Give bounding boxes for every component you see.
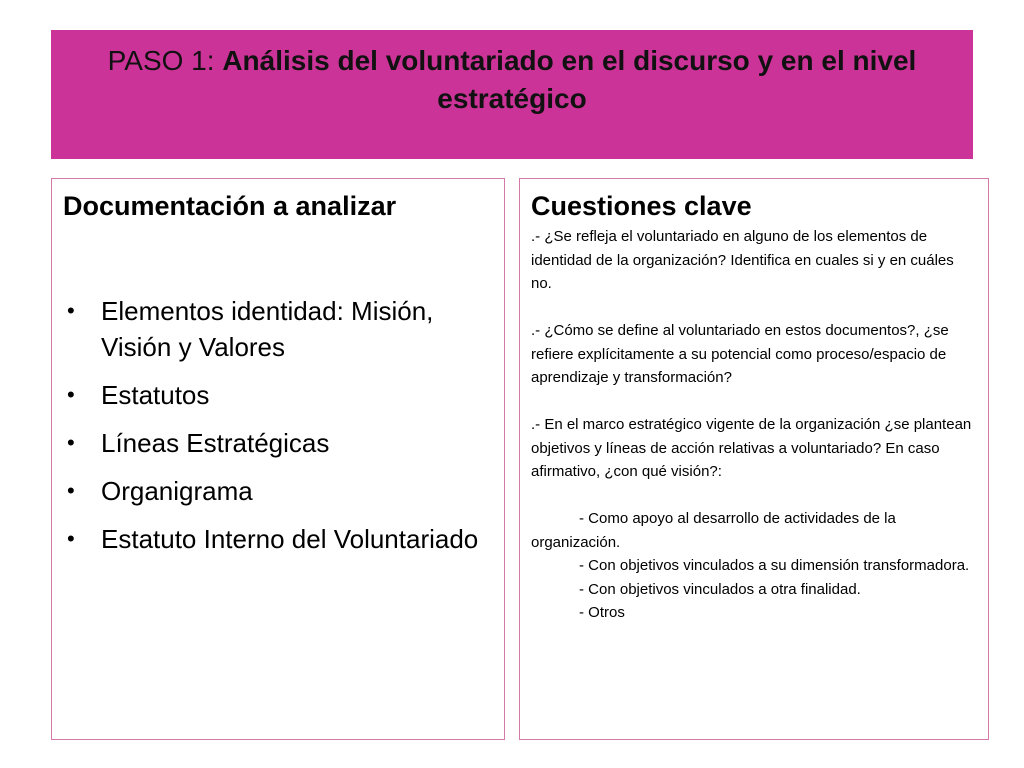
spacer <box>531 296 978 320</box>
list-item-label: Líneas Estratégicas <box>101 428 330 458</box>
option-text: - Otros <box>579 604 625 621</box>
option-4 <box>531 601 978 625</box>
questions-body <box>531 225 978 625</box>
key-questions-panel <box>519 178 989 740</box>
list-item <box>63 377 494 413</box>
bullet-icon: • <box>67 298 75 323</box>
bullet-icon: • <box>67 478 75 503</box>
option-text: - Con objetivos vinculados a otra finalidad. <box>579 580 861 598</box>
list-item <box>63 521 494 557</box>
option-2 <box>531 554 978 578</box>
list-item <box>63 473 494 509</box>
list-item-label: Estatuto Interno del Voluntariado <box>101 524 479 554</box>
spacer <box>531 390 978 414</box>
list-item <box>63 425 494 461</box>
question-2: .- ¿Cómo se define al voluntariado en estos documentos?, ¿se refiere explícitamente a su potencial como proceso/espacio de aprendizaje y transformación? <box>531 322 949 386</box>
documentation-list <box>63 293 494 557</box>
bullet-icon: • <box>67 526 75 551</box>
list-item <box>63 293 494 365</box>
question-3: .- En el marco estratégico vigente de la organización ¿se plantean objetivos y líneas de acción relativas a voluntariado? En caso afirmativo, ¿con qué visión?: <box>531 416 972 480</box>
option-text: - Con objetivos vinculados a su dimensión transformadora. <box>579 557 970 574</box>
documentation-heading: Documentación a analizar <box>63 191 397 221</box>
option-3 <box>531 578 978 602</box>
list-item-label: Elementos identidad: Misión, Visión y Valores <box>101 296 434 362</box>
list-item-label: Organigrama <box>101 476 253 506</box>
title-main: Análisis del voluntariado en el discurso y en el nivel estratégico <box>222 45 917 114</box>
title-banner <box>51 30 973 159</box>
question-1: .- ¿Se refleja el voluntariado en alguno de los elementos de identidad de la organización? Identifica en cuales si y en cuáles no. <box>531 228 954 292</box>
documentation-panel <box>51 178 505 740</box>
option-text: - Como apoyo al desarrollo de actividades de la organización. <box>531 510 896 551</box>
key-questions-heading: Cuestiones clave <box>531 191 752 221</box>
list-item-label: Estatutos <box>101 380 210 410</box>
title-prefix: PASO 1: <box>107 45 223 76</box>
option-1 <box>531 507 978 554</box>
bullet-icon: • <box>67 382 75 407</box>
spacer <box>531 484 978 508</box>
bullet-icon: • <box>67 430 75 455</box>
